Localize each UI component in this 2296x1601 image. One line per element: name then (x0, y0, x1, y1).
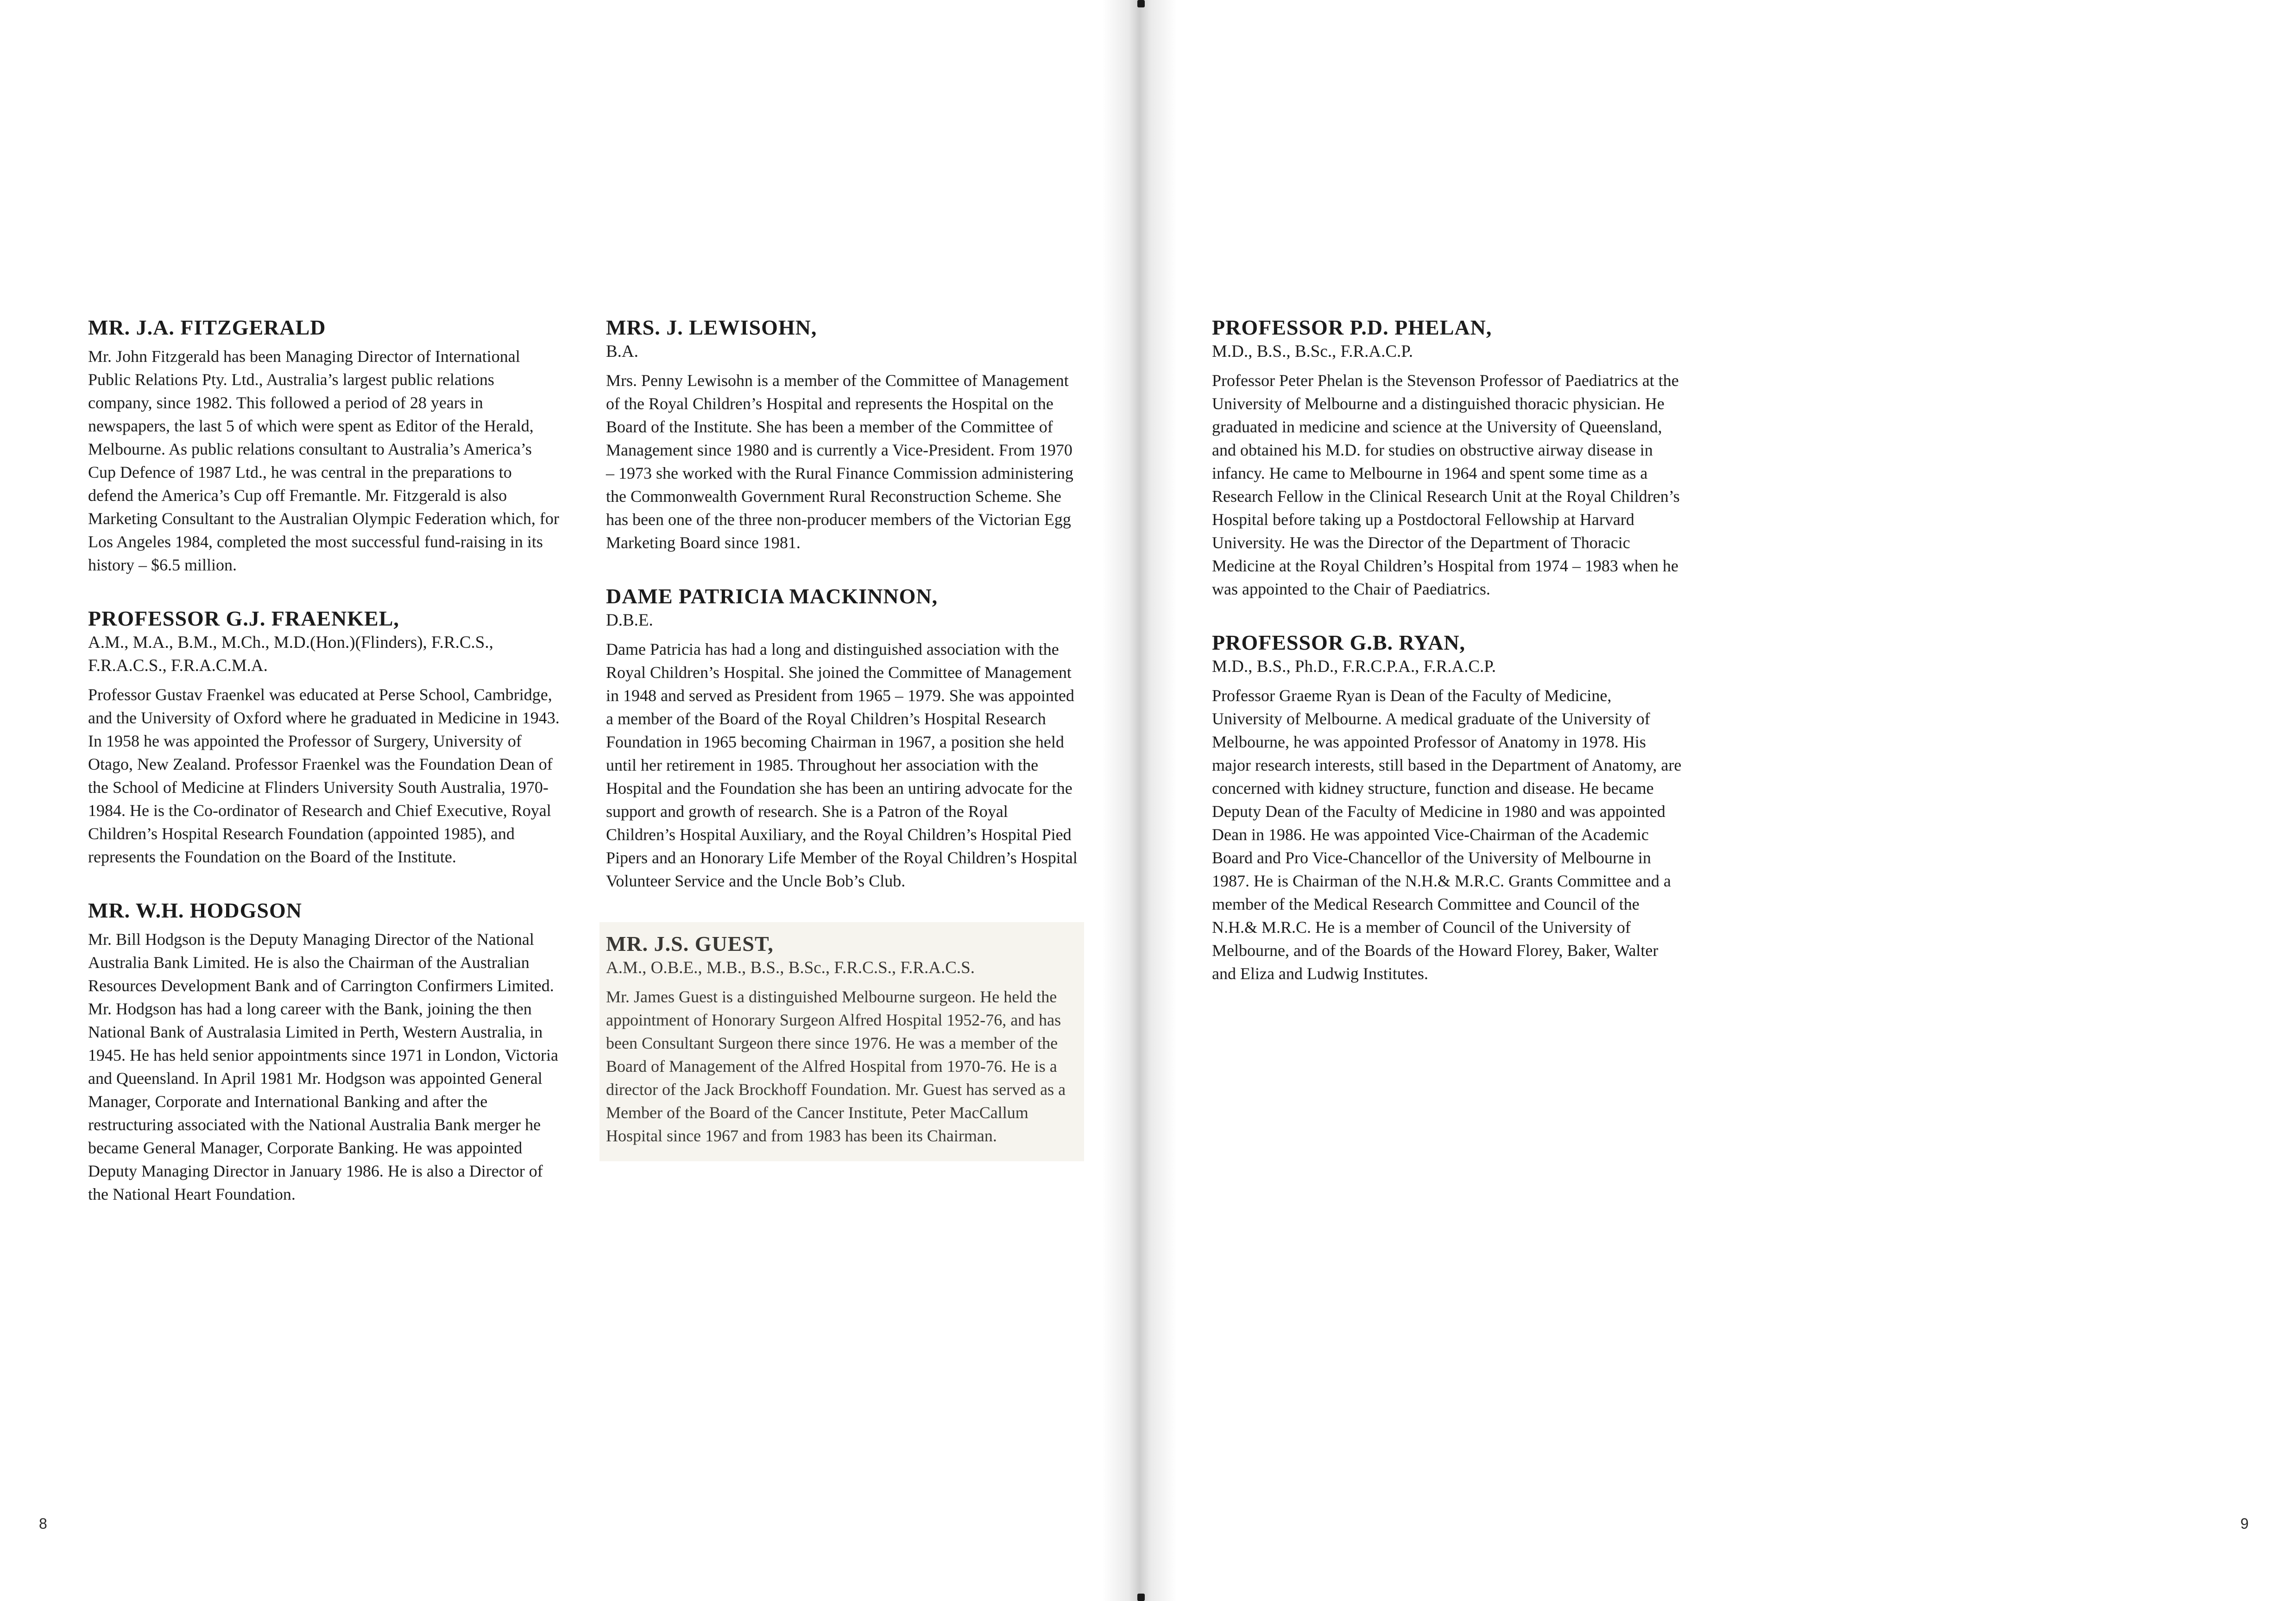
bio-text: Professor Gustav Fraenkel was educated at Perse School, Cambridge, and the University of Oxford where he graduated in Medicine in 1943. In 1958 he was appointed the Professor of Surgery, University of Otago, New Zealand. Professor Fraenkel was the Foundation Dean of the School of Medicine at Flinders University South Australia, 1970-1984. He is the Co-ordinator of Research and Chief Executive, Royal Children’s Hospital Research Foundation (appointed 1985), and represents the Foundation on the Board of the Institute. (88, 685, 560, 866)
bio-qualifications: A.M., O.B.E., M.B., B.S., B.Sc., F.R.C.S., F.R.A.C.S. (606, 958, 975, 977)
left-page-column-1 (88, 315, 561, 1235)
book-gutter (1103, 0, 1177, 1601)
bio-phelan (1212, 315, 1684, 601)
bio-text: Professor Peter Phelan is the Stevenson Professor of Paediatrics at the University of Melbourne and a distinguished thoracic physician. He graduated in medicine and science at the University of Queensland, and obtained his M.D. for studies on obstructive airway disease in infancy. He came to Melbourne in 1964 and spent some time as a Research Fellow in the Clinical Research Unit at the Royal Children’s Hospital before taking up a Postdoctoral Fellowship at Harvard University. He was the Director of the Department of Thoracic Medicine at the Royal Children’s Hospital from 1974 – 1983 when he was appointed to the Chair of Paediatrics. (1212, 371, 1680, 598)
bio-lewisohn (606, 315, 1079, 554)
bio-name: MR. J.A. FITZGERALD (88, 316, 326, 339)
bio-qualifications: A.M., M.A., B.M., M.Ch., M.D.(Hon.)(Flinders), F.R.C.S., F.R.A.C.S., F.R.A.C.M.A. (88, 633, 493, 675)
bio-fitzgerald (88, 315, 561, 576)
bio-name: PROFESSOR G.B. RYAN, (1212, 631, 1466, 654)
bio-text: Mr. James Guest is a distinguished Melbourne surgeon. He held the appointment of Honorary Surgeon Alfred Hospital 1952-76, and has been Consultant Surgeon there since 1976. He was a member of the Board of Management of the Alfred Hospital from 1970-76. He is a director of the Jack Brockhoff Foundation. Mr. Guest has served as a Member of the Board of the Cancer Institute, Peter MacCallum Hospital since 1967 and from 1983 has been its Chairman. (606, 987, 1066, 1145)
page-number-left: 8 (39, 1515, 47, 1532)
bio-text: Dame Patricia has had a long and distinguished association with the Royal Children’s Hospital. She joined the Committee of Management in 1948 and served as President from 1965 – 1979. She was appointed a member of the Board of the Royal Children’s Hospital Research Foundation in 1965 becoming Chairman in 1967, a position she held until her retirement in 1985. Throughout her association with the Hospital and the Foundation she has been an untiring advocate for the support and growth of research. She is a Patron of the Royal Children’s Hospital Auxiliary, and the Royal Children’s Hospital Pied Pipers and an Honorary Life Member of the Royal Children’s Hospital Volunteer Service and the Uncle Bob’s Club. (606, 640, 1078, 890)
bio-name: DAME PATRICIA MACKINNON, (606, 584, 938, 608)
bio-name: MR. W.H. HODGSON (88, 899, 303, 922)
bio-text: Mrs. Penny Lewisohn is a member of the Committee of Management of the Royal Children’s Hospital and represents the Hospital on the Board of the Institute. She has been a member of the Committee of Management since 1980 and is currently a Vice-President. From 1970 – 1973 she worked with the Rural Finance Commission administering the Commonwealth Government Rural Reconstruction Scheme. She has been one of the three non-producer members of the Victorian Egg Marketing Board since 1981. (606, 371, 1073, 552)
bio-mackinnon (606, 584, 1079, 892)
bio-qualifications: M.D., B.S., Ph.D., F.R.C.P.A., F.R.A.C.P. (1212, 657, 1496, 676)
bio-name: MRS. J. LEWISOHN, (606, 316, 817, 339)
bio-guest (599, 922, 1084, 1161)
bio-hodgson (88, 898, 561, 1206)
binding-mark-bottom (1137, 1594, 1145, 1601)
bio-text: Mr. Bill Hodgson is the Deputy Managing Director of the National Australia Bank Limited. He is also the Chairman of the Australian Resources Development Bank and of Carrington Confirmers Limited. Mr. Hodgson has had a long career with the Bank, joining the then National Bank of Australasia Limited in Perth, Western Australia, in 1945. He has held senior appointments since 1971 in London, Victoria and Queensland. In April 1981 Mr. Hodgson was appointed General Manager, Corporate and International Banking and after the restructuring associated with the National Australia Bank merger he became General Manager, Corporate Banking. He was appointed Deputy Managing Director in January 1986. He is also a Director of the National Heart Foundation. (88, 930, 558, 1203)
bio-qualifications: B.A. (606, 342, 638, 361)
right-page-column-1 (1212, 315, 1684, 1015)
bio-name: PROFESSOR G.J. FRAENKEL, (88, 607, 399, 630)
page-number-right: 9 (2240, 1515, 2249, 1532)
bio-name: MR. J.S. GUEST, (606, 932, 774, 956)
bio-name: PROFESSOR P.D. PHELAN, (1212, 316, 1492, 339)
bio-qualifications: M.D., B.S., B.Sc., F.R.A.C.P. (1212, 342, 1413, 361)
bio-fraenkel (88, 606, 561, 868)
bio-ryan (1212, 630, 1684, 985)
binding-mark-top (1137, 0, 1145, 7)
left-page-column-2 (606, 315, 1079, 1191)
bio-qualifications: D.B.E. (606, 611, 653, 630)
bio-text: Professor Graeme Ryan is Dean of the Faculty of Medicine, University of Melbourne. A medical graduate of the University of Melbourne, he was appointed Professor of Anatomy in 1978. His major research interests, still based in the Department of Anatomy, are concerned with kidney structure, function and disease. He became Deputy Dean of the Faculty of Medicine in 1980 and was appointed Dean in 1986. He was appointed Vice-Chairman of the Academic Board and Pro Vice-Chancellor of the University of Melbourne in 1987. He is Chairman of the N.H.& M.R.C. Grants Committee and a member of the Medical Research Committee and Council of the N.H.& M.R.C. He is a member of Council of the University of Melbourne, and of the Boards of the Howard Florey, Baker, Walter and Eliza and Ludwig Institutes. (1212, 686, 1682, 983)
bio-text: Mr. John Fitzgerald has been Managing Director of International Public Relations Pty. Ltd., Australia’s largest public relations company, since 1982. This followed a period of 28 years in newspapers, the last 5 of which were spent as Editor of the Herald, Melbourne. As public relations consultant to Australia’s America’s Cup Defence of 1987 Ltd., he was central in the preparations to defend the America’s Cup off Fremantle. Mr. Fitzgerald is also Marketing Consultant to the Australian Olympic Federation which, for Los Angeles 1984, completed the most successful fund-raising in its history – $6.5 million. (88, 347, 559, 574)
